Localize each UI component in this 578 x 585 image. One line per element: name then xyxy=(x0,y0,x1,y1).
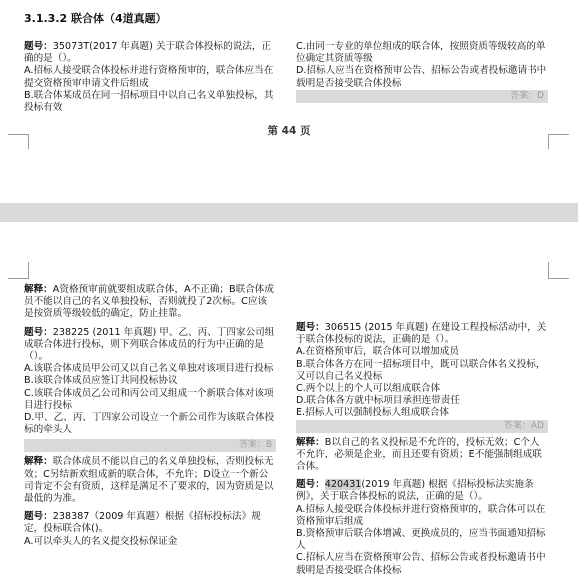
question-text: (2019 年真题) 根据《招标投标法实施条例》，关于联合体投标的说法，正确的是（）。 xyxy=(296,479,534,503)
question-text: 238225 (2011 年真题) 甲、乙、丙、丁四家公司组成联合体进行投标，则下列联合体成员的行为中正确的是（）。 xyxy=(24,326,275,363)
question-2-stem xyxy=(24,327,276,364)
question-4-option-a: A.在资格预审后，联合体可以增加成员 xyxy=(296,346,459,358)
question-label: 题号： xyxy=(24,511,53,523)
question-text: 238387（2009 年真题）根据《招标投标法》规定，投标联合体()。 xyxy=(24,511,261,535)
explanation-text: 联合体成员不能以自己的名义单独投标，否则投标无效；C另结新欢组成新的联合体，不允许；D设立一个新公司肯定不会有资质，这样是满足不了要求的，因为资质是以最低的为准。 xyxy=(24,456,274,505)
question-id-highlight: 420431 xyxy=(324,479,362,491)
top-left-column xyxy=(24,41,276,114)
question-2-option-a: A.该联合体成员甲公司又以自己名义单独对该项目进行投标 xyxy=(24,363,274,375)
explanation-2 xyxy=(24,456,276,505)
bottom-right-column xyxy=(296,322,548,577)
answer-bar: 答案：D xyxy=(296,90,548,103)
explanation-label: 解释： xyxy=(24,456,53,468)
question-text: 306515 (2015 年真题) 在建设工程投标活动中，关于联合体投标的说法，正确的是（）。 xyxy=(296,322,547,346)
bottom-left-column xyxy=(24,284,276,548)
question-3-option-a: A.可以牵头人的名义提交投标保证金 xyxy=(24,535,178,547)
question-1-option-c: C.由同一专业的单位组成的联合体，按照资质等级较高的单位确定其资质等级 xyxy=(296,41,546,65)
explanation-1 xyxy=(24,284,276,321)
question-5-option-b: B.资格预审后联合体增减、更换成员的，应当书面通知招标人 xyxy=(296,528,546,552)
explanation-4 xyxy=(296,437,548,474)
question-2-option-c: C.该联合体成员乙公司和丙公司又组成一个新联合体对该项目进行投标 xyxy=(24,387,274,411)
answer-bar: 答案：AD xyxy=(296,420,548,433)
question-label: 题号： xyxy=(296,479,325,491)
explanation-text: A资格预审前就要组成联合体，A不正确；B联合体成员不能以自己的名义单独投标，否则就投了2次标。C应该是按资质等级较低的确定，防止挂靠。 xyxy=(24,284,274,320)
question-1-stem xyxy=(24,41,276,65)
question-4-stem xyxy=(296,322,548,346)
crop-mark xyxy=(8,262,29,279)
question-4-option-e: E.招标人可以强制投标人组成联合体 xyxy=(296,407,450,419)
question-text: 35073T(2017 年真题) 关于联合体投标的说法，正确的是（）。 xyxy=(24,41,272,65)
top-right-column xyxy=(296,41,548,103)
page-number: 第 44 页 xyxy=(267,125,311,137)
question-4-option-b: B.联合体各方在同一招标项目中，既可以联合体名义投标，又可以自己名义投标 xyxy=(296,358,546,382)
question-label: 题号： xyxy=(24,41,53,52)
question-5-option-a: A.招标人接受联合体投标并进行资格预审的，联合体可以在资格预审后组成 xyxy=(296,503,546,527)
question-1-option-d: D.招标人应当在资格预审公告、招标公告或者投标邀请书中载明是否接受联合体投标 xyxy=(296,65,547,89)
question-label: 题号： xyxy=(24,326,53,338)
question-label: 题号： xyxy=(296,322,325,333)
question-4-option-c: C.两个以上的个人可以组成联合体 xyxy=(296,383,441,395)
page-separator xyxy=(0,203,578,222)
question-2-option-b: B.该联合体成员应签订共同投标协议 xyxy=(24,375,178,387)
section-title: 3.1.3.2 联合体（4道真题） xyxy=(24,12,167,25)
question-2-option-d: D.甲、乙、丙、丁四家公司设立一个新公司作为该联合体投标的牵头人 xyxy=(24,412,275,436)
explanation-label: 解释： xyxy=(24,284,53,295)
explanation-text: B以自己的名义投标是不允许的，投标无效；C个人不允许，必须是企业，而且还要有资质；E不能强制组成联合体。 xyxy=(296,436,542,473)
question-5-option-c: C.招标人应当在资格预审公告、招标公告或者投标邀请书中载明是否接受联合体投标 xyxy=(296,552,546,576)
crop-mark xyxy=(548,262,569,279)
question-3-stem xyxy=(24,511,276,535)
question-1-option-b: B.联合体某成员在同一招标项目中以自己名义单独投标，其投标有效 xyxy=(24,89,274,114)
question-4-option-d: D.联合体各方就中标项目承担连带责任 xyxy=(296,395,460,407)
answer-bar: 答案：B xyxy=(24,439,276,452)
question-1-option-a: A.招标人接受联合体投标并进行资格预审的，联合体应当在提交资格预审申请文件后组成 xyxy=(24,65,274,89)
explanation-label: 解释： xyxy=(296,436,325,448)
question-5-stem xyxy=(296,479,548,503)
